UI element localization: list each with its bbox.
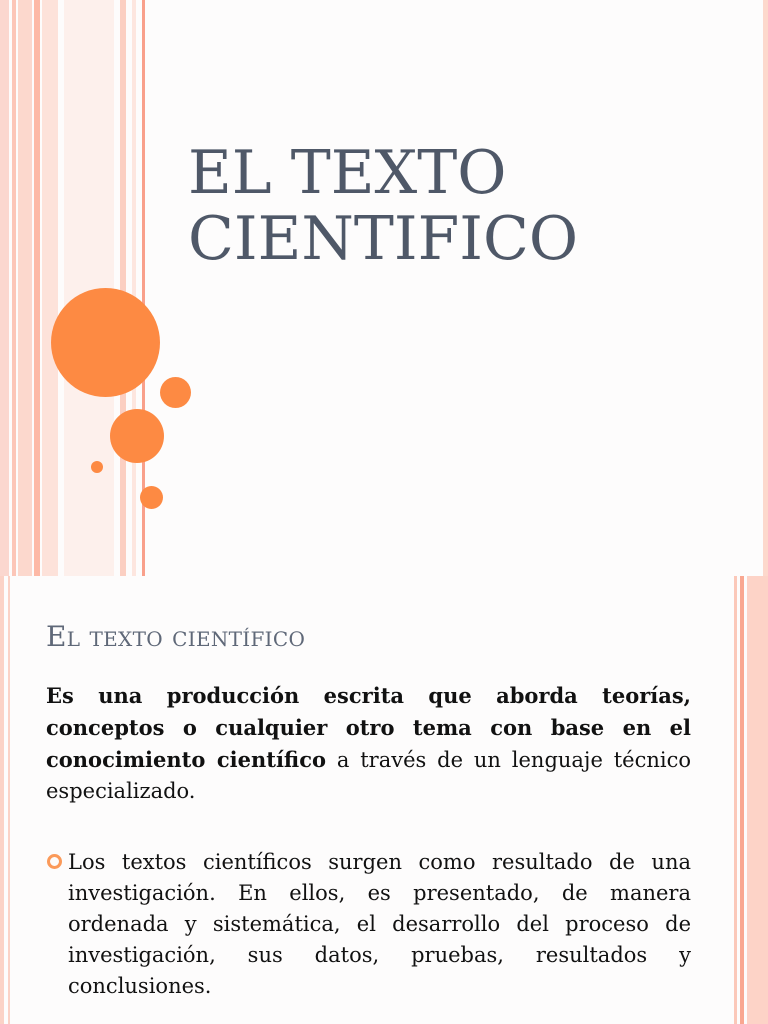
decor-stripe: [0, 0, 9, 576]
hollow-circle-bullet-icon: [47, 854, 62, 869]
decor-stripe: [8, 576, 10, 1024]
decor-circle-small: [140, 486, 163, 509]
decor-circle-medium: [110, 409, 164, 463]
slide-title: [188, 140, 748, 272]
definition-paragraph: [46, 680, 691, 807]
decor-stripe: [734, 576, 737, 1024]
decor-stripe: [747, 576, 768, 1024]
decor-stripe: [34, 0, 40, 576]
decor-circle-large: [51, 288, 160, 397]
content-slide: [0, 576, 768, 1024]
decor-stripe: [120, 0, 126, 576]
decor-circle-tiny: [91, 461, 103, 473]
slide-title-line2: CIENTIFICO: [188, 204, 579, 274]
definition-bold-text: Es una producción escrita que aborda teorías, conceptos o cualquier otro tema con base en el conocimiento científico: [46, 683, 691, 772]
decor-stripe: [0, 576, 4, 1024]
decor-circle-small: [160, 377, 191, 408]
decor-stripe: [42, 0, 58, 576]
decor-stripe: [740, 576, 744, 1024]
slide-heading: El texto científico: [46, 620, 306, 653]
decor-stripe: [18, 0, 32, 576]
decor-stripe: [132, 0, 136, 576]
decor-stripe: [763, 0, 768, 576]
decor-stripe: [12, 0, 16, 576]
slide-title-line1: EL TEXTO: [188, 138, 507, 208]
bullet-paragraph: Los textos científicos surgen como resultado de una investigación. En ellos, es presentado, de manera ordenada y sistemática, el desarrollo del proceso de investigación, sus datos, pruebas, resultados y conclusiones.: [68, 850, 691, 998]
definition-normal-text: a través de un lenguaje técnico especializado.: [46, 748, 691, 803]
